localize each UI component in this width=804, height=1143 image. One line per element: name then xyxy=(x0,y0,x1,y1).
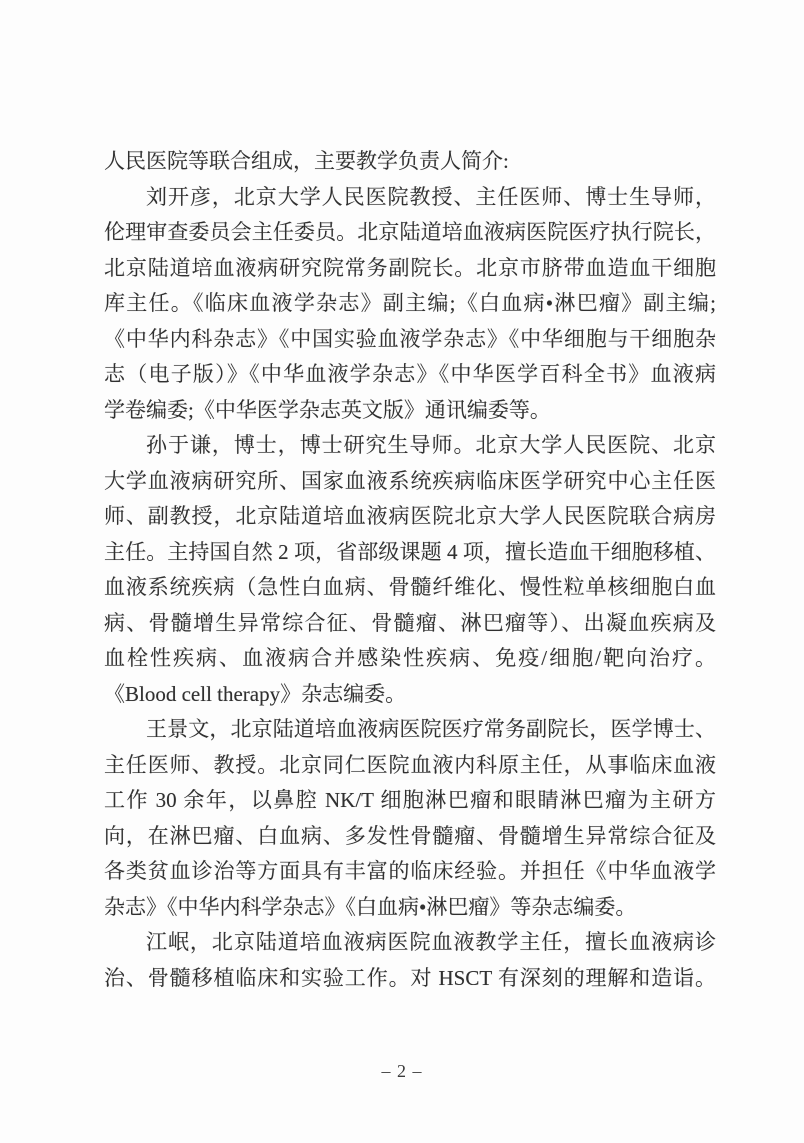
text-line: 大学血液病研究所、国家血液系统疾病临床医学研究中心主任医 xyxy=(104,468,716,493)
paragraph-wang-jingwen xyxy=(104,712,716,925)
text-line: 治、骨髓移植临床和实验工作。对 HSCT 有深刻的理解和造诣。 xyxy=(104,965,716,990)
text-line: 向，在淋巴瘤、白血病、多发性骨髓瘤、骨髓增生异常综合征及 xyxy=(104,823,716,848)
text-line: 人民医院等联合组成，主要教学负责人简介: xyxy=(104,149,509,173)
text-line: 《中华内科杂志》《中国实验血液学杂志》《中华细胞与干细胞杂 xyxy=(104,326,716,351)
text-line: 北京陆道培血液病研究院常务副院长。北京市脐带血造血干细胞 xyxy=(104,255,716,280)
paragraph-jiang-min xyxy=(104,925,716,996)
text-line: 刘开彦，北京大学人民医院教授、主任医师、博士生导师， xyxy=(146,184,716,209)
text-line: 主任。主持国自然 2 项，省部级课题 4 项，擅长造血干细胞移植、 xyxy=(104,539,716,564)
document-body xyxy=(104,144,716,996)
paragraph-liu-kaiyan xyxy=(104,180,716,429)
text-line: 血液系统疾病（急性白血病、骨髓纤维化、慢性粒单核细胞白血 xyxy=(104,575,716,599)
text-line: 病、骨髓增生异常综合征、骨髓瘤、淋巴瘤等）、出凝血疾病及 xyxy=(104,610,716,635)
text-line: 江岷，北京陆道培血液病医院血液教学主任，擅长血液病诊 xyxy=(146,930,716,954)
paragraph-sun-yuqian xyxy=(104,428,716,712)
text-line: 各类贫血诊治等方面具有丰富的临床经验。并担任《中华血液学 xyxy=(104,859,716,883)
text-line: 孙于谦，博士，博士研究生导师。北京大学人民医院、北京 xyxy=(146,433,716,457)
text-line: 学卷编委;《中华医学杂志英文版》通讯编委等。 xyxy=(104,397,551,422)
text-line: 伦理审查委员会主任委员。北京陆道培血液病医院医疗执行院长， xyxy=(104,220,716,244)
text-line: 师、副教授，北京陆道培血液病医院北京大学人民医院联合病房 xyxy=(104,504,716,528)
text-line: 王景文，北京陆道培血液病医院医疗常务副院长，医学博士、 xyxy=(146,717,716,741)
text-line: 《Blood cell therapy》杂志编委。 xyxy=(104,681,407,706)
page-number: – 2 – xyxy=(381,1061,423,1081)
text-line: 杂志》《中华内科学杂志》《白血病•淋巴瘤》等杂志编委。 xyxy=(104,894,637,919)
text-line: 志（电子版）》《中华血液学杂志》《中华医学百科全书》血液病 xyxy=(104,362,716,386)
paragraph-intro xyxy=(104,144,716,180)
text-line: 工作 30 余年，以鼻腔 NK/T 细胞淋巴瘤和眼睛淋巴瘤为主研方 xyxy=(104,788,716,812)
text-line: 库主任。《临床血液学杂志》副主编;《白血病•淋巴瘤》副主编; xyxy=(104,291,716,315)
text-line: 主任医师、教授。北京同仁医院血液内科原主任，从事临床血液 xyxy=(104,752,716,777)
text-line: 血栓性疾病、血液病合并感染性疾病、免疫/细胞/靶向治疗。 xyxy=(104,646,716,670)
